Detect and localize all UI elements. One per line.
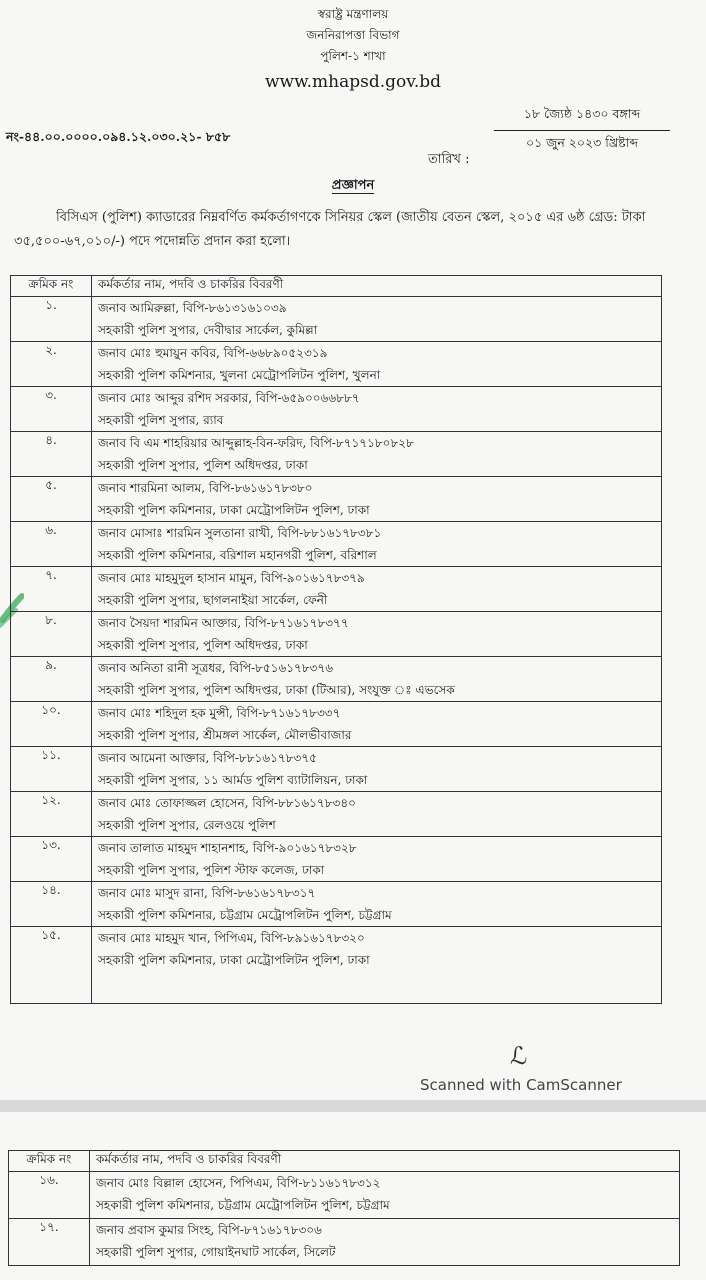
officer-posting: সহকারী পুলিশ সুপার, শ্রীমঙ্গল সার্কেল, মৌলভীবাজার [98, 728, 352, 742]
details-cell [92, 837, 662, 882]
details-cell [92, 387, 662, 432]
officers-table-page-1 [10, 275, 662, 1004]
website-url: www.mhapsd.gov.bd [264, 72, 441, 92]
officer-name: জনাব মোঃ হুমায়ুন কবির, বিপি-৬৬৮৯০৫২৩১৯ [98, 346, 328, 360]
table-row [9, 1172, 680, 1219]
column-header-serial: ক্রমিক নং [9, 1151, 90, 1172]
serial-cell: ১. [11, 297, 92, 342]
officer-posting: সহকারী পুলিশ সুপার, পুলিশ অধিদপ্তর, ঢাকা [98, 458, 308, 472]
serial-cell: ১৬. [9, 1172, 90, 1219]
scanner-text: Scanned with CamScanner [420, 1076, 622, 1094]
officer-name: জনাব অনিতা রানী সূত্রধর, বিপি-৮৫১৬১৭৮৩৭৬ [98, 661, 334, 675]
officer-name: জনাব মোঃ বিল্লাল হোসেন, পিপিএম, বিপি-৮১১৬১৭৮৩১২ [96, 1176, 381, 1190]
table-row [11, 882, 662, 927]
table-row [11, 702, 662, 747]
officers-table-body-1 [11, 297, 662, 1004]
serial-cell: ৫. [11, 477, 92, 522]
serial-cell: ১৭. [9, 1219, 90, 1266]
notice-title [0, 176, 706, 197]
officer-name: জনাব মোঃ শহিদুল হক মুন্সী, বিপি-৮৭১৬১৭৮৩৩৭ [98, 706, 341, 720]
officers-table-page-2 [8, 1150, 680, 1266]
serial-cell: ৬. [11, 522, 92, 567]
date-box [494, 106, 670, 155]
officer-name: জনাব মোঃ মাহমুদুল হাসান মামুন, বিপি-৯০১৬১৭৮৩৭৯ [98, 571, 365, 585]
table-row [11, 297, 662, 342]
column-header-serial: ক্রমিক নং [11, 276, 92, 297]
serial-cell: ২. [11, 342, 92, 387]
officer-name: জনাব মোঃ মাহমুদ খান, পিপিএম, বিপি-৮৯১৬১৭৮৩২০ [98, 931, 365, 945]
branch-heading: পুলিশ-১ শাখা [320, 49, 386, 63]
details-cell [90, 1219, 680, 1266]
serial-cell: ১৫. [11, 927, 92, 1004]
officer-posting: সহকারী পুলিশ সুপার, রেলওয়ে পুলিশ [98, 818, 276, 832]
details-cell [92, 342, 662, 387]
notice-body: বিসিএস (পুলিশ) ক্যাডারের নিম্নবর্ণিত কর্মকর্তাগণকে সিনিয়র স্কেল (জাতীয় বেতন স্কেল, ২০১৫ এর ৬ষ্ঠ গ্রেড: টাকা ৩৫,৫০০-৬৭,০১০/-) পদে পদোন্নতি প্রদান করা হলো। [14, 210, 646, 249]
details-cell [92, 702, 662, 747]
officer-posting: সহকারী পুলিশ সুপার, গোয়াইনঘাট সার্কেল, সিলেট [96, 1245, 336, 1259]
table-row [11, 522, 662, 567]
officer-name: জনাব সৈয়দা শারমিন আক্তার, বিপি-৮৭১৬১৭৮৩৭৭ [98, 616, 349, 630]
details-cell [92, 882, 662, 927]
serial-cell: ১৪. [11, 882, 92, 927]
table-row [11, 747, 662, 792]
table-row [11, 432, 662, 477]
details-cell [92, 432, 662, 477]
serial-cell: ১১. [11, 747, 92, 792]
memo-number: নং-৪৪.০০.০০০০.০৯৪.১২.০৩০.২১- ৮৫৮ [6, 129, 231, 144]
officer-name: জনাব মোঃ মাসুদ রানা, বিপি-৮৬১৬১৭৮৩১৭ [98, 886, 316, 900]
table-row [11, 612, 662, 657]
serial-cell: ১০. [11, 702, 92, 747]
officer-posting: সহকারী পুলিশ কমিশনার, ঢাকা মেট্রোপলিটন পুলিশ, ঢাকা [98, 503, 370, 517]
table-row [11, 657, 662, 702]
division-heading: জননিরাপত্তা বিভাগ [306, 28, 400, 42]
ministry-heading: স্বরাষ্ট্র মন্ত্রণালয় [317, 7, 389, 21]
column-header-details: কর্মকর্তার নাম, পদবি ও চাকরির বিবরণী [90, 1151, 680, 1172]
table-row [11, 567, 662, 612]
table-row [11, 342, 662, 387]
details-cell [92, 792, 662, 837]
table-row [11, 927, 662, 1004]
date-label: তারিখ : [428, 152, 470, 167]
camscanner-logo-icon: ℒ [510, 1042, 528, 1070]
details-cell [92, 477, 662, 522]
officer-posting: সহকারী পুলিশ সুপার, দেবীদ্বার সার্কেল, কুমিল্লা [98, 323, 318, 337]
officer-posting: সহকারী পুলিশ সুপার, পুলিশ অধিদপ্তর, ঢাকা (টিআর), সংযুক্ত ঃ এভসেক [98, 683, 455, 697]
table-row [11, 792, 662, 837]
officer-posting: সহকারী পুলিশ কমিশনার, খুলনা মেট্রোপলিটন পুলিশ, খুলনা [98, 368, 381, 382]
table-header-row [11, 276, 662, 297]
officers-table-body-2 [9, 1172, 680, 1266]
officer-name: জনাব বি এম শাহরিয়ার আব্দুল্লাহ-বিন-ফরিদ, বিপি-৮৭১৭১৮০৮২৮ [98, 436, 414, 450]
document-page-2 [0, 1112, 706, 1280]
officer-name: জনাব মোঃ তোফাজ্জল হোসেন, বিপি-৮৮১৬১৭৮৩৪০ [98, 796, 356, 810]
serial-cell: ৭. [11, 567, 92, 612]
details-cell [92, 612, 662, 657]
officer-posting: সহকারী পুলিশ সুপার, র‍্যাব [98, 413, 224, 427]
details-cell [92, 747, 662, 792]
details-cell [92, 927, 662, 1004]
officer-posting: সহকারী পুলিশ কমিশনার, চট্টগ্রাম মেট্রোপলিটন পুলিশ, চট্টগ্রাম [96, 1198, 390, 1212]
officer-posting: সহকারী পুলিশ সুপার, পুলিশ অধিদপ্তর, ঢাকা [98, 638, 308, 652]
officer-posting: সহকারী পুলিশ কমিশনার, ঢাকা মেট্রোপলিটন পুলিশ, ঢাকা [98, 953, 370, 967]
table-row [11, 387, 662, 432]
officer-name: জনাব তালাত মাহমুদ শাহানশাহ, বিপি-৯০১৬১৭৮৩২৮ [98, 841, 357, 855]
table-row [11, 477, 662, 522]
officer-name: জনাব মোসাঃ শারমিন সুলতানা রাখী, বিপি-৮৮১৬১৭৮৩৮১ [98, 526, 382, 540]
serial-cell: ১৩. [11, 837, 92, 882]
officer-name: জনাব আমেনা আক্তার, বিপি-৮৮১৬১৭৮৩৭৫ [98, 751, 317, 765]
officer-name: জনাব শারমিনা আলম, বিপি-৮৬১৬১৭৮৩৮০ [98, 481, 313, 495]
officer-name: জনাব মোঃ আব্দুর রশিদ সরকার, বিপি-৬৫৯০০৬৬৮৮৭ [98, 391, 360, 405]
serial-cell: ৯. [11, 657, 92, 702]
serial-cell: ৪. [11, 432, 92, 477]
table-row [11, 837, 662, 882]
date-bangla: ১৮ জ্যৈষ্ঠ ১৪৩০ বঙ্গাব্দ [494, 106, 670, 131]
officer-posting: সহকারী পুলিশ কমিশনার, চট্টগ্রাম মেট্রোপলিটন পুলিশ, চট্টগ্রাম [98, 908, 392, 922]
officer-name: জনাব আমিরুল্লা, বিপি-৮৬১৩১৬১০৩৯ [98, 301, 287, 315]
date-gregorian: ০১ জুন ২০২৩ খ্রিষ্টাব্দ [525, 135, 639, 150]
details-cell [92, 567, 662, 612]
officer-posting: সহকারী পুলিশ সুপার, পুলিশ স্টাফ কলেজ, ঢাকা [98, 863, 325, 877]
officer-name: জনাব প্রবাস কুমার সিংহ, বিপি-৮৭১৬১৭৮৩০৬ [96, 1223, 322, 1237]
details-cell [92, 297, 662, 342]
details-cell [92, 522, 662, 567]
column-header-details: কর্মকর্তার নাম, পদবি ও চাকরির বিবরণী [92, 276, 662, 297]
table-row [9, 1219, 680, 1266]
table-header-row [9, 1151, 680, 1172]
serial-cell: ৩. [11, 387, 92, 432]
details-cell [92, 657, 662, 702]
notice-title-text: প্রজ্ঞাপন [331, 178, 375, 193]
officer-posting: সহকারী পুলিশ সুপার, ১১ আর্মড পুলিশ ব্যাটালিয়ন, ঢাকা [98, 773, 368, 787]
serial-cell: ১২. [11, 792, 92, 837]
officer-posting: সহকারী পুলিশ সুপার, ছাগলনাইয়া সার্কেল, ফেনী [98, 593, 328, 607]
serial-cell: ৮. [11, 612, 92, 657]
officer-posting: সহকারী পুলিশ কমিশনার, বরিশাল মহানগরী পুলিশ, বরিশাল [98, 548, 377, 562]
details-cell [90, 1172, 680, 1219]
